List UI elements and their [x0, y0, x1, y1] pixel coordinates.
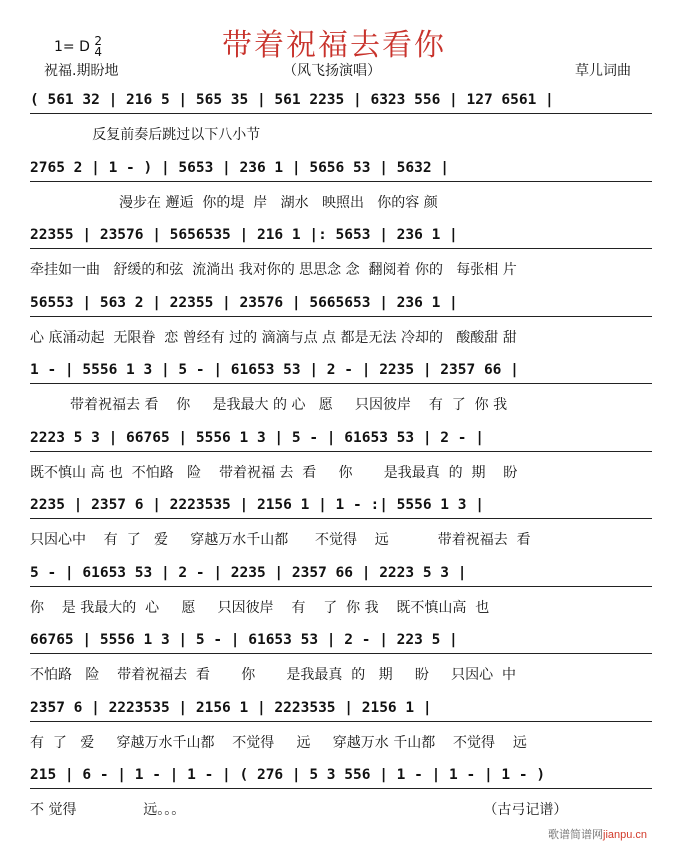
watermark-domain: jianpu.cn — [603, 829, 648, 841]
lyrics-line: 只因心中 有 了 爱 穿越万水千山都 不觉得 远 带着祝福去 看 — [30, 532, 531, 548]
lyrics-line: 有 了 爱 穿越万水千山都 不觉得 远 穿越万水 千山都 不觉得 远 — [30, 735, 527, 751]
notation-line: 2357 6 | 2223535 | 2156 1 | 2223535 | 2156 1 | — [30, 700, 652, 716]
notation-line: 1 - | 5556 1 3 | 5 - | 61653 53 | 2 - | 2235 | 2357 66 | — [30, 362, 652, 378]
time-signature — [94, 36, 102, 58]
beam-line — [30, 451, 652, 452]
beam-line — [30, 788, 652, 789]
lyrics-line: 漫步在 邂逅 你的堤 岸 湖水 映照出 你的容 颜 — [30, 195, 438, 211]
notation-line: 5 - | 61653 53 | 2 - | 2235 | 2357 66 | 2223 5 3 | — [30, 565, 652, 581]
beam-line — [30, 248, 652, 249]
lyrics-line: 既不慎山 高 也 不怕路 险 带着祝福 去 看 你 是我最真 的 期 盼 — [30, 465, 518, 481]
notation-line: 2223 5 3 | 66765 | 5556 1 3 | 5 - | 61653 53 | 2 - | — [30, 430, 652, 446]
beam-line — [30, 721, 652, 722]
page-title: 带着祝福去看你 — [222, 28, 446, 63]
beam-line — [30, 518, 652, 519]
beam-line — [30, 383, 652, 384]
beam-line — [30, 653, 652, 654]
notation-line: 215 | 6 - | 1 - | 1 - | ( 276 | 5 3 556 | 1 - | 1 - | 1 - ) — [30, 767, 652, 783]
watermark — [548, 826, 647, 842]
lyrics-line: 带着祝福去 看 你 是我最大 的 心 愿 只因彼岸 有 了 你 我 — [30, 397, 508, 413]
notation-line: ( 561 32 | 216 5 | 565 35 | 561 2235 | 6323 556 | 127 6561 | — [30, 92, 652, 108]
lyrics-line: 不怕路 险 带着祝福去 看 你 是我最真 的 期 盼 只因心 中 — [30, 667, 517, 683]
lyrics-line: 你 是 我最大的 心 愿 只因彼岸 有 了 你 我 既不慎山高 也 — [30, 600, 490, 616]
key-signature — [54, 36, 102, 58]
album-label: 祝福.期盼地 — [44, 63, 119, 79]
notation-line: 22355 | 23576 | 5656535 | 216 1 |: 5653 | 236 1 | — [30, 227, 652, 243]
beam-line — [30, 316, 652, 317]
singer-label: （风飞扬演唱） — [283, 63, 381, 79]
notation-line: 66765 | 5556 1 3 | 5 - | 61653 53 | 2 - | 223 5 | — [30, 632, 652, 648]
beam-line — [30, 113, 652, 114]
key-label: 1= D — [54, 39, 90, 55]
lyrics-line: 不 觉得 远。。。 （古弓记谱） — [30, 802, 568, 818]
notation-line: 56553 | 563 2 | 22355 | 23576 | 5665653 | 236 1 | — [30, 295, 652, 311]
beam-line — [30, 181, 652, 182]
beam-line — [30, 586, 652, 587]
notation-line: 2235 | 2357 6 | 2223535 | 2156 1 | 1 - :| 5556 1 3 | — [30, 497, 652, 513]
time-top: 2 — [94, 34, 102, 48]
time-bottom: 4 — [94, 45, 102, 59]
lyrics-line: 反复前奏后跳过以下八小节 — [30, 127, 261, 143]
lyrics-line: 心 底涌动起 无限眷 恋 曾经有 过的 滴滴与点 点 都是无法 冷却的 酸酸甜 甜 — [30, 330, 517, 346]
credits-label: 草儿词曲 — [575, 63, 631, 79]
watermark-site: 歌谱简谱网 — [548, 829, 603, 841]
notation-line: 2765 2 | 1 - ) | 5653 | 236 1 | 5656 53 | 5632 | — [30, 160, 652, 176]
lyrics-line: 牵挂如一曲 舒缓的和弦 流淌出 我对你的 思思念 念 翻阅着 你的 每张相 片 — [30, 262, 517, 278]
